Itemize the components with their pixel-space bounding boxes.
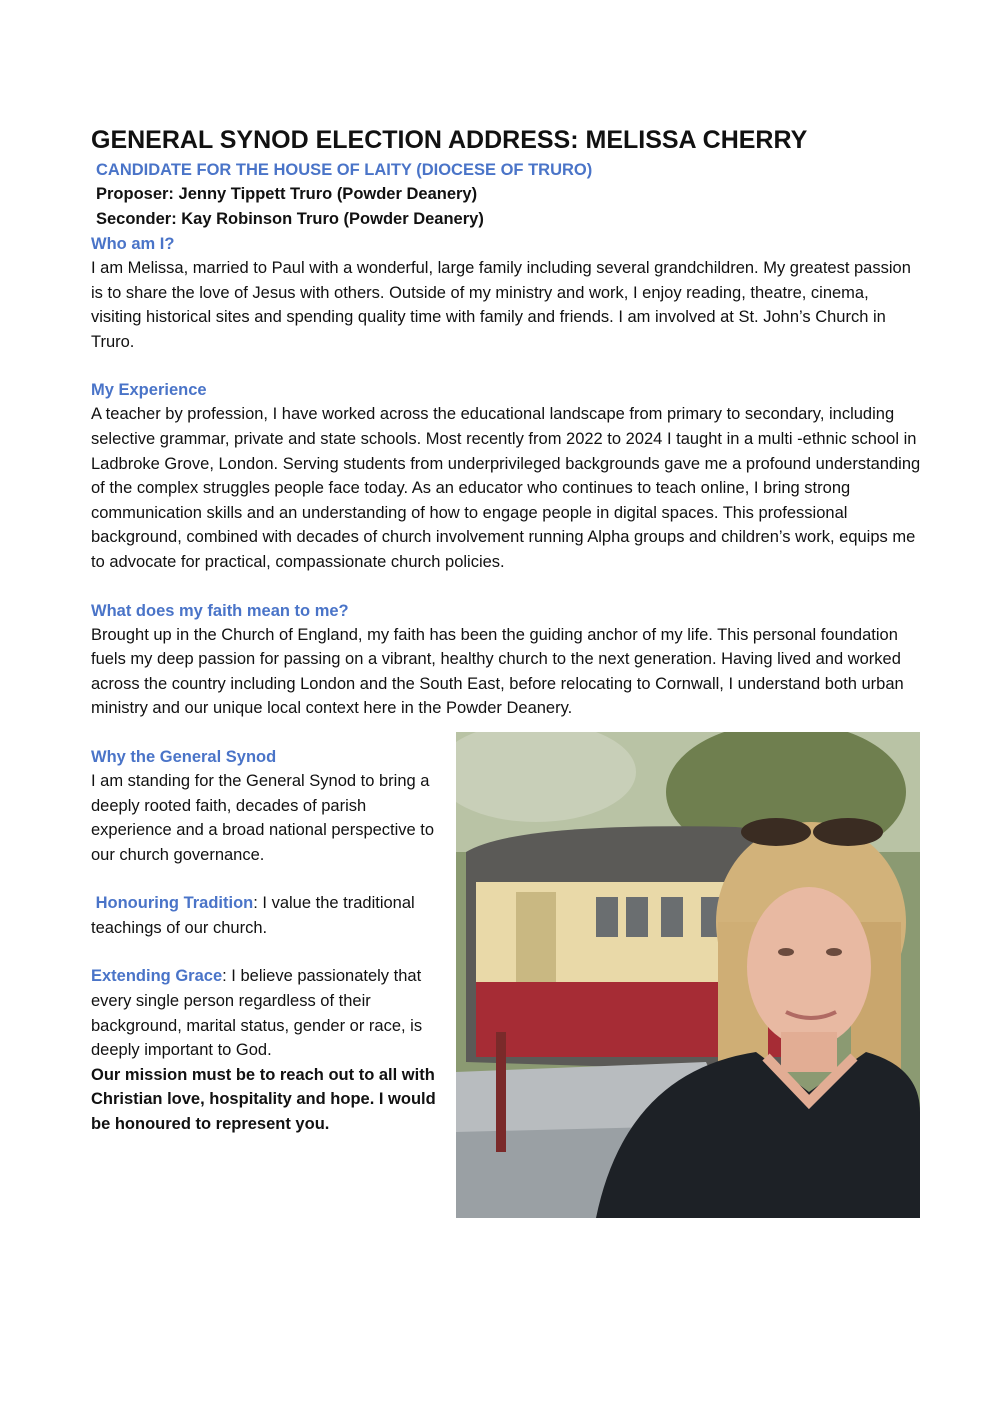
- section-body: Brought up in the Church of England, my faith has been the guiding anchor of my life. This personal foundation fuels my deep passion for passing on a vibrant, healthy church to the next generation. Having lived and worked across the country including London and the South East, before relocating to Cornwall, I understand both urban ministry and our unique local context here in the Powder Deanery.: [91, 625, 904, 718]
- section-body: I am Melissa, married to Paul with a wonderful, large family including several grandchildren. My greatest passion is to share the love of Jesus with others. Outside of my ministry and work, I enjoy reading, theatre, cinema, visiting historical sites and spending quality time with family and friends. I am involved at St. John’s Church in Truro.: [91, 259, 911, 351]
- section-heading: My Experience: [91, 381, 207, 400]
- candidate-photo: [456, 732, 920, 1218]
- election-address: [91, 124, 921, 1235]
- synod-body: I am standing for the General Synod to bring a deeply rooted faith, decades of parish experience and a broad national perspective to our church governance.: [91, 771, 435, 864]
- section-experience: [91, 378, 921, 574]
- seconder-line: Seconder: Kay Robinson Truro (Powder Deanery): [96, 210, 484, 228]
- grace-paragraph: [91, 964, 446, 1062]
- page-title: GENERAL SYNOD ELECTION ADDRESS: MELISSA CHERRY: [91, 126, 808, 154]
- synod-section: [91, 745, 921, 1235]
- tradition-label: Honouring Tradition: [95, 894, 254, 913]
- grace-text: : I believe passionately that every single person regardless of their background, marital status, gender or race, is deeply important to God.: [91, 967, 423, 1060]
- candidate-photo-illustration: [456, 732, 920, 1218]
- section-heading: Why the General Synod: [91, 747, 277, 766]
- section-faith: [91, 599, 921, 721]
- synod-text-column: [91, 745, 446, 1137]
- section-who-am-i: [91, 232, 921, 354]
- tradition-text: : I value the traditional teachings of our church.: [91, 894, 415, 937]
- proposer-line: Proposer: Jenny Tippett Truro (Powder Deanery): [96, 185, 478, 203]
- closing-statement: Our mission must be to reach out to all with Christian love, hospitality and hope. I would be honoured to represent you.: [91, 1065, 436, 1134]
- section-heading: Who am I?: [91, 235, 175, 253]
- candidate-subtitle: CANDIDATE FOR THE HOUSE OF LAITY (DIOCESE OF TRURO): [96, 161, 593, 179]
- tradition-paragraph: [91, 891, 446, 940]
- section-body: A teacher by profession, I have worked across the educational landscape from primary to secondary, including selective grammar, private and state schools. Most recently from 2022 to 2024 I taught in a multi -ethnic school in Ladbroke Grove, London. Serving students from underprivileged backgrounds gave me a profound understanding of the complex struggles people face today. As an educator who continues to teach online, I bring strong communication skills and an understanding of how to engage people in digital spaces. This professional background, combined with decades of church involvement running Alpha groups and children’s work, equips me to advocate for practical, compassionate church policies.: [91, 405, 921, 571]
- section-heading: What does my faith mean to me?: [91, 601, 349, 620]
- grace-label: Extending Grace: [91, 967, 223, 986]
